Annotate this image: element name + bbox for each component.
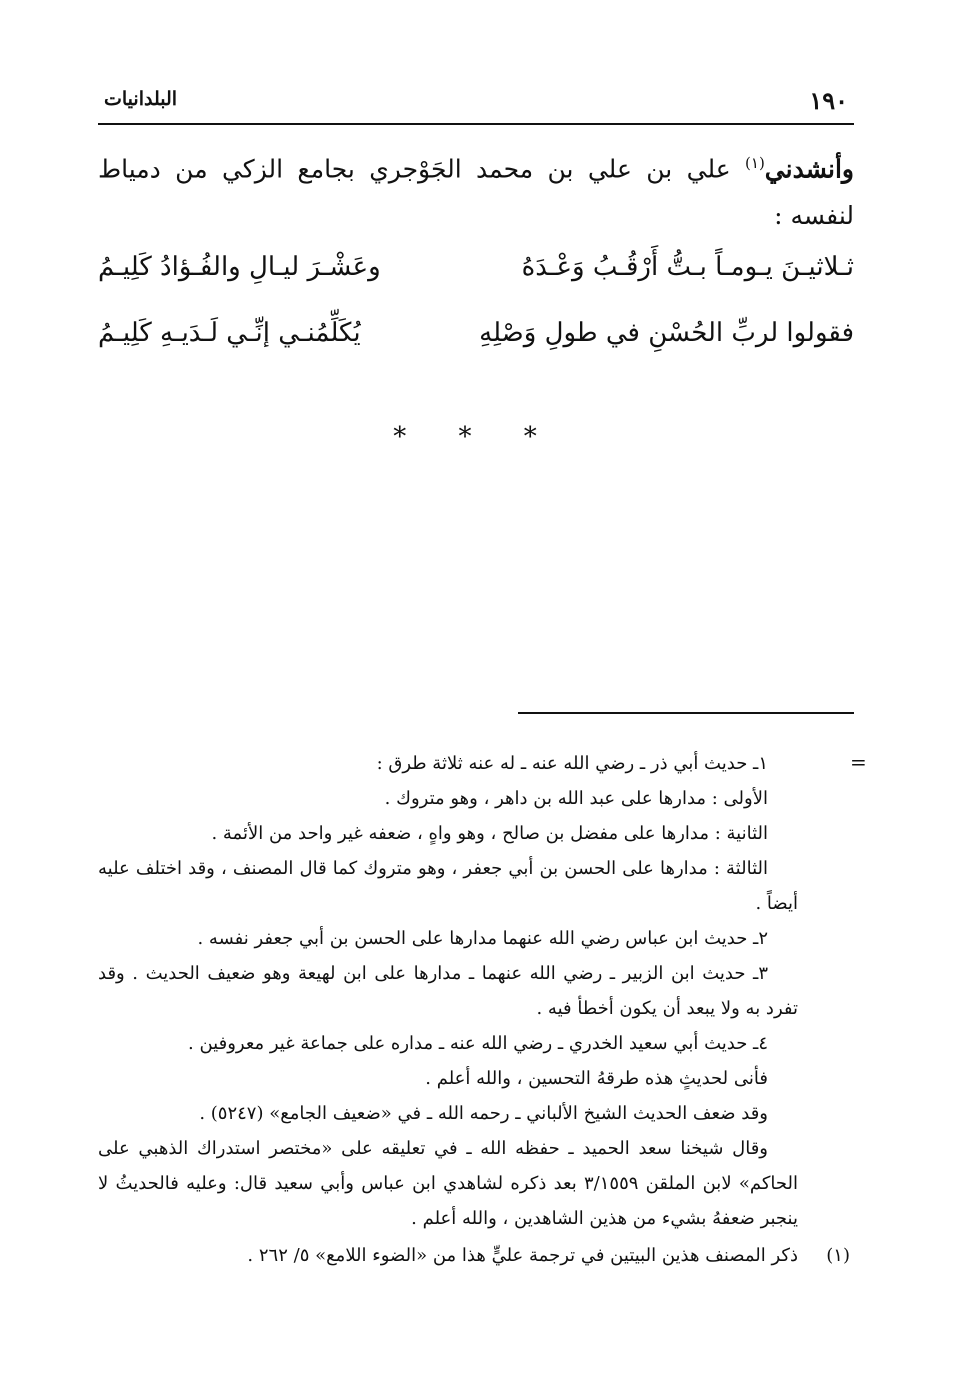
footnote-text: ذكر المصنف هذين البيتين في ترجمة عليٍّ هذا من «الضوء اللامع» ٥/ ٢٦٢ . (247, 1245, 798, 1266)
running-head: البلدانيات (104, 88, 178, 110)
footnote-line: وقال شيخنا سعد الحميد ـ حفظه الله ـ في تعليقه على «مختصر استدراك الذهبي على الحاكم» لابن الملقن ٣/١٥٥٩ بعد ذكره لشاهدي ابن عباس وأبي سعيد قال: وعليه فالحديثُ لا ينجبر ضعفهُ بشيء من هذين الشاهدين ، والله أعلم . (98, 1138, 798, 1229)
footnote-label: (١) (826, 1245, 850, 1266)
footnote-line: الأولى : مدارها على عبد الله بن داهر ، وهو متروك . (384, 788, 768, 809)
intro-lead: وأنشدني (764, 154, 854, 184)
first-hemistich: ثـلاثيـنَ يـومـاً بـتُّ أَرْقُـبُ وَعْـدَهُ (521, 252, 854, 282)
page-header (98, 86, 854, 116)
section-separator: * * * (393, 422, 559, 452)
footnote-line: ٣ـ حديث ابن الزبير ـ رضي الله عنهما ـ مدارها على ابن لهيعة وهو ضعيف الحديث . وقد تفرد به ولا يبعد أن يكون أخطأ فيه . (98, 963, 798, 1019)
footnote-line: الثالثة : مدارها على الحسن بن أبي جعفر ، وهو متروك كما قال المصنف ، وقد اختلف عليه أيضاً . (98, 858, 798, 914)
continued-mark: = (850, 750, 867, 774)
footnote-line: ١ـ حديث أبي ذر ـ رضي الله عنه ـ له عنه ثلاثة طرق : (376, 753, 768, 774)
footnote-ref[interactable]: (١) (745, 154, 765, 172)
footnote-continuation (98, 746, 798, 1236)
page-number: ١٩٠ (809, 86, 848, 115)
intro-paragraph (98, 140, 854, 239)
footnote-line: ٤ـ حديث أبي سعيد الخدري ـ رضي الله عنه ـ مداره على جماعة غير معروفين . (188, 1033, 768, 1054)
footnote-line: ٢ـ حديث ابن عباس رضي الله عنهما مدارها على الحسن بن أبي جعفر نفسه . (197, 928, 768, 949)
footnote-line: فأنى لحديثٍ هذه طرقهُ التحسين ، والله أعلم . (425, 1068, 768, 1089)
footnote-line: الثانية : مدارها على مفضل بن صالح ، وهو واهٍ ، ضعفه غير واحد من الأئمة . (211, 823, 768, 844)
footnote-line: وقد ضعف الحديث الشيخ الألباني ـ رحمه الله ـ في «ضعيف الجامع» (٥٢٤٧) . (199, 1103, 768, 1124)
intro-text: علي بن علي بن محمد الجَوْجري بجامع الزكي من دمياط لنفسه : (98, 154, 854, 231)
footnote-rule (518, 712, 854, 714)
second-hemistich: يُكَلِّمُنـي إنِّـي لَـدَيـهِ كَلِيـمُ (98, 318, 361, 348)
second-hemistich: وعَشْـرَ ليـالِ والفُـؤادُ كَلِيـمُ (98, 252, 381, 282)
first-hemistich: فقولوا لربِّ الحُسْنِ في طولِ وَصْلِهِ (479, 318, 854, 348)
header-rule (98, 123, 854, 125)
